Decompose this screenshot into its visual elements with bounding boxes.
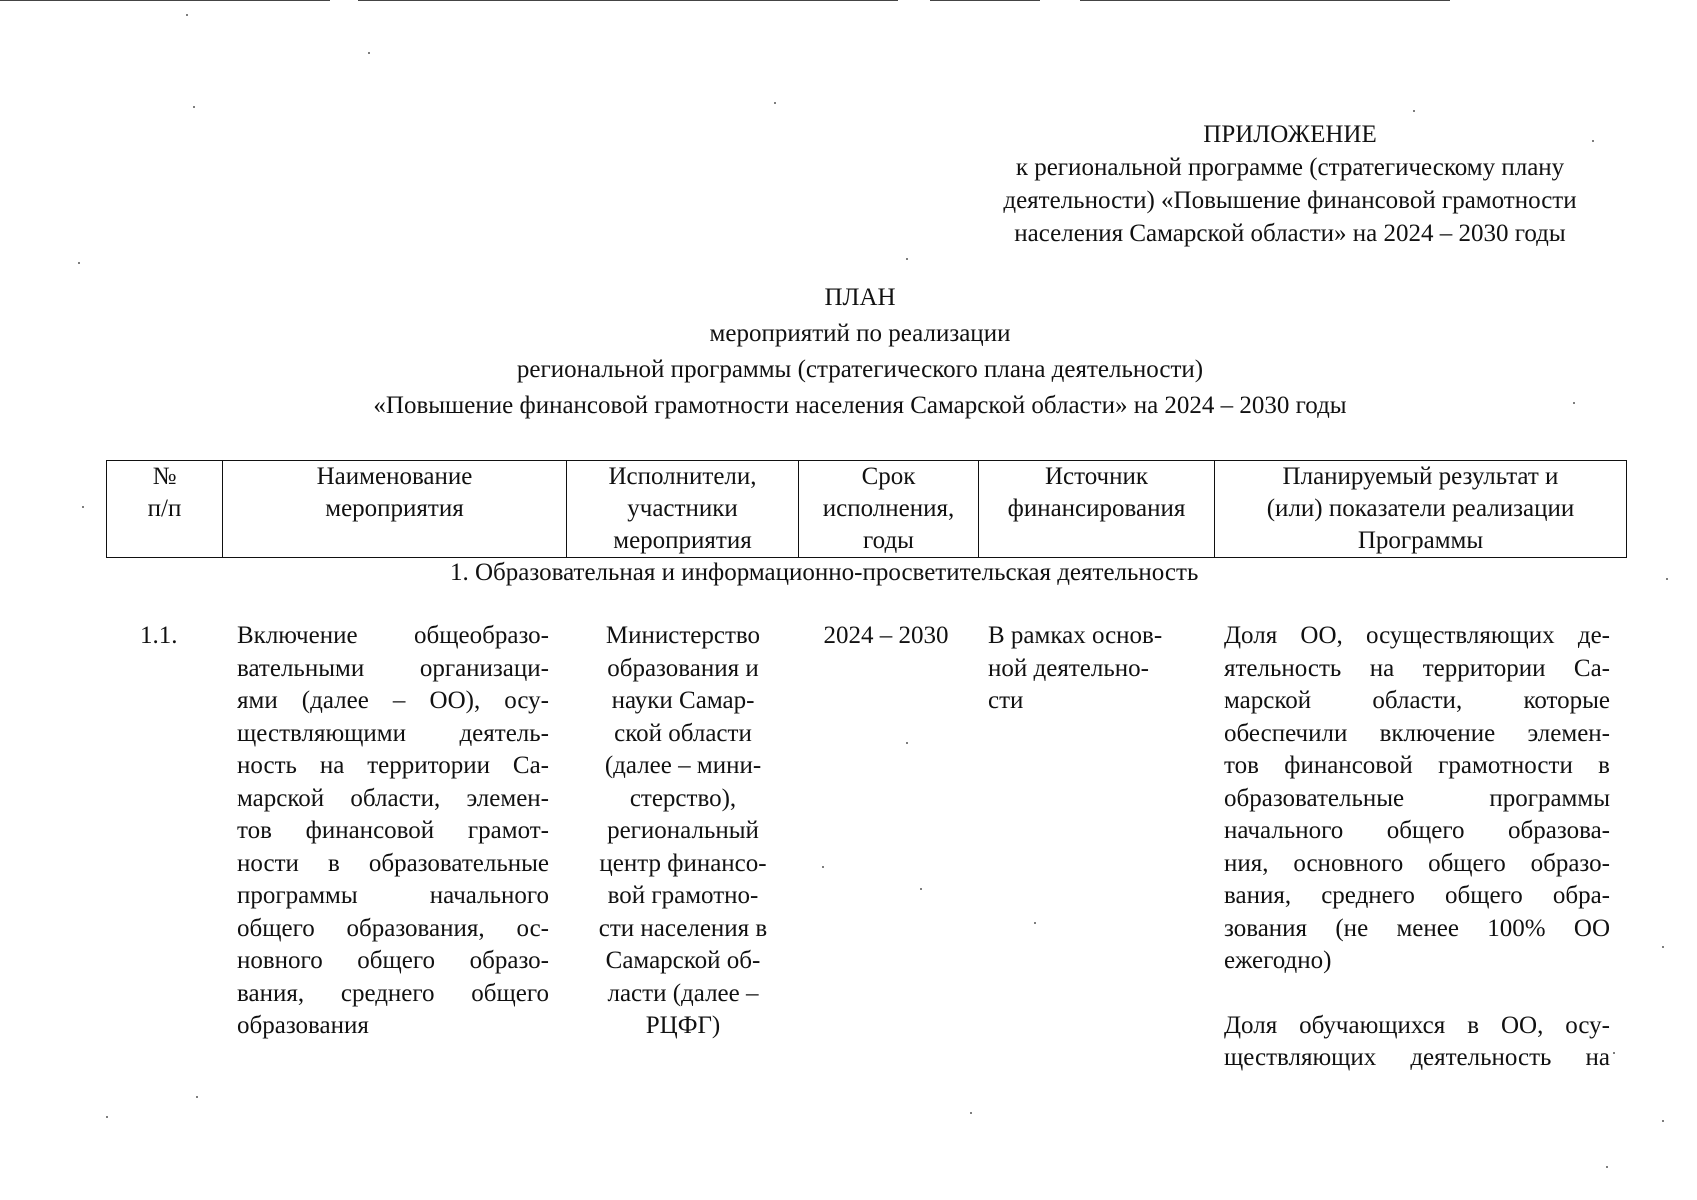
scan-edge-line bbox=[1080, 0, 1450, 1]
row-term: 2024 – 2030 bbox=[823, 622, 949, 649]
scan-speck bbox=[906, 742, 908, 744]
plan-table-header bbox=[106, 460, 1627, 558]
plan-title: ПЛАН bbox=[824, 284, 896, 311]
appendix-line: деятельности) «Повышение финансовой грамотности bbox=[1003, 187, 1577, 214]
scan-speck bbox=[1613, 1052, 1615, 1054]
scan-speck bbox=[970, 1112, 972, 1114]
header-cell-executors: Исполнители, участники мероприятия bbox=[567, 461, 799, 558]
header-cell-result: Планируемый результат и (или) показатели реализации Программы bbox=[1215, 461, 1627, 558]
header-cell-funding: Источник финансирования bbox=[979, 461, 1215, 558]
plan-subtitle-line: региональной программы (стратегического плана деятельности) bbox=[516, 356, 1204, 383]
scan-speck bbox=[1662, 1120, 1664, 1122]
scan-speck bbox=[774, 102, 776, 104]
scan-speck bbox=[920, 888, 922, 890]
row-planned-result: Доля ОО, осуществляющих де- ятельность на территории Са- марской области, которые обеспечили включение элемен- тов финансовой грамотности в образовательные программы начального общего образова- ния, основного общего образо- вания, среднего общего обра- зования (не менее 100% ОО ежегодно) Доля обучающихся в ОО, осу- ществляющих деятельность на bbox=[1224, 622, 1610, 1071]
header-cell-name: Наименование мероприятия bbox=[223, 461, 567, 558]
row-funding-source: В рамках основ- ной деятельно- сти bbox=[988, 622, 1163, 714]
paragraph-gap bbox=[1224, 978, 1610, 1010]
scan-edge-line bbox=[930, 0, 1040, 1]
scan-speck bbox=[186, 14, 188, 16]
scan-speck bbox=[1034, 922, 1036, 924]
row-number: 1.1. bbox=[140, 622, 178, 649]
appendix-title: ПРИЛОЖЕНИЕ bbox=[1203, 121, 1377, 148]
header-row bbox=[107, 461, 1627, 558]
appendix-line: населения Самарской области» на 2024 – 2030 годы bbox=[1014, 220, 1566, 247]
scan-speck bbox=[193, 106, 195, 108]
header-cell-term: Срок исполнения, годы bbox=[799, 461, 979, 558]
plan-heading bbox=[0, 280, 1697, 424]
scan-speck bbox=[106, 1116, 108, 1118]
scan-speck bbox=[1413, 110, 1415, 112]
row-activity-name: Включение общеобразо- вательными организаци- ями (далее – ОО), осу- ществляющими деятель- ность на территории Са- марской области, элемен- тов финансовой грамот- ности в образовательные программы начального общего образования, ос- новного общего образо- вания, среднего общего образования bbox=[237, 622, 549, 1039]
scan-speck bbox=[822, 866, 824, 868]
scan-speck bbox=[1606, 1166, 1608, 1168]
scan-edge-line bbox=[358, 0, 898, 1]
scan-edge-line bbox=[0, 0, 330, 1]
scan-speck bbox=[196, 1096, 198, 1098]
plan-subtitle-line: «Повышение финансовой грамотности населения Самарской области» на 2024 – 2030 годы bbox=[373, 392, 1347, 419]
scan-speck bbox=[1666, 578, 1668, 580]
plan-subtitle-line: мероприятий по реализации bbox=[709, 320, 1011, 347]
section-title: 1. Образовательная и информационно-просветительская деятельность bbox=[450, 559, 1199, 586]
row-executors: Министерство образования и науки Самар- ской области (далее – мини- стерство), региональный центр финансо- вой грамотно- сти населения в Самарской об- ласти (далее – РЦФГ) bbox=[598, 622, 768, 1039]
appendix-header bbox=[930, 118, 1650, 250]
scan-speck bbox=[368, 52, 370, 54]
scan-speck bbox=[1662, 946, 1664, 948]
scan-speck bbox=[78, 262, 80, 264]
scan-speck bbox=[906, 258, 908, 260]
scan-speck bbox=[82, 506, 84, 508]
header-cell-number: № п/п bbox=[107, 461, 223, 558]
appendix-line: к региональной программе (стратегическому плану bbox=[1015, 154, 1565, 181]
